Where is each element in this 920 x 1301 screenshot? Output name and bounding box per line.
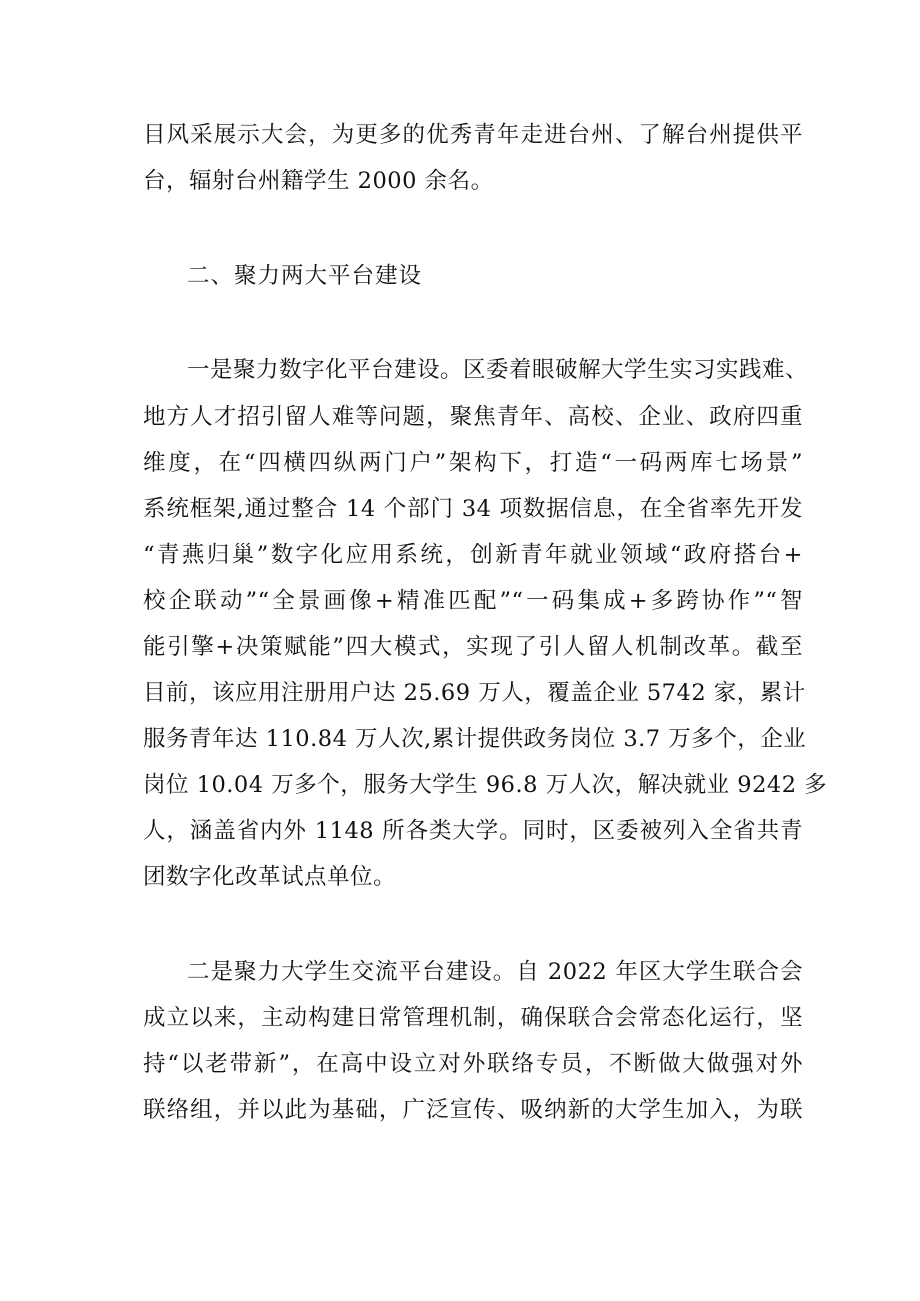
paragraph-3-line-2: 成立以来，主动构建日常管理机制，确保联合会常态化运行，坚 bbox=[143, 1005, 803, 1031]
paragraph-2-line-3: 维度，在“四横四纵两门户”架构下，打造“一码两库七场景” bbox=[143, 450, 803, 476]
paragraph-2-line-12: 团数字化改革试点单位。 bbox=[143, 864, 397, 890]
paragraph-2-line-4: 系统框架,通过整合 14 个部门 34 项数据信息，在全省率先开发 bbox=[143, 496, 803, 522]
paragraph-2-line-9: 服务青年达 110.84 万人次,累计提供政务岗位 3.7 万多个，企业 bbox=[143, 726, 807, 752]
paragraph-2-line-11: 人，涵盖省内外 1148 所各类大学。同时，区委被列入全省共青 bbox=[143, 818, 803, 844]
paragraph-2-line-1: 一是聚力数字化平台建设。区委着眼破解大学生实习实践难、 bbox=[187, 357, 809, 383]
paragraph-1-line-1: 目风采展示大会，为更多的优秀青年走进台州、了解台州提供平 bbox=[143, 122, 803, 148]
paragraph-2-line-8: 目前，该应用注册用户达 25.69 万人，覆盖企业 5742 家，累计 bbox=[143, 680, 806, 706]
paragraph-3-line-3: 持“以老带新”，在高中设立对外联络专员，不断做大做强对外 bbox=[143, 1051, 803, 1077]
paragraph-2-line-6: 校企联动”“全景画像+精准匹配”“一码集成+多跨协作”“智 bbox=[143, 588, 803, 614]
paragraph-1-line-2: 台，辐射台州籍学生 2000 余名。 bbox=[143, 168, 494, 194]
paragraph-2-line-10: 岗位 10.04 万多个，服务大学生 96.8 万人次，解决就业 9242 多 bbox=[143, 772, 828, 798]
paragraph-2-line-5: “青燕归巢”数字化应用系统，创新青年就业领域“政府搭台+ bbox=[143, 542, 803, 568]
paragraph-3-line-1: 二是聚力大学生交流平台建设。自 2022 年区大学生联合会 bbox=[187, 959, 803, 985]
paragraph-2-line-2: 地方人才招引留人难等问题，聚焦青年、高校、企业、政府四重 bbox=[143, 404, 803, 430]
paragraph-2-line-7: 能引擎+决策赋能”四大模式，实现了引人留人机制改革。截至 bbox=[143, 634, 803, 660]
paragraph-3-line-4: 联络组，并以此为基础，广泛宣传、吸纳新的大学生加入，为联 bbox=[143, 1097, 803, 1123]
section-heading: 二、聚力两大平台建设 bbox=[187, 263, 423, 289]
